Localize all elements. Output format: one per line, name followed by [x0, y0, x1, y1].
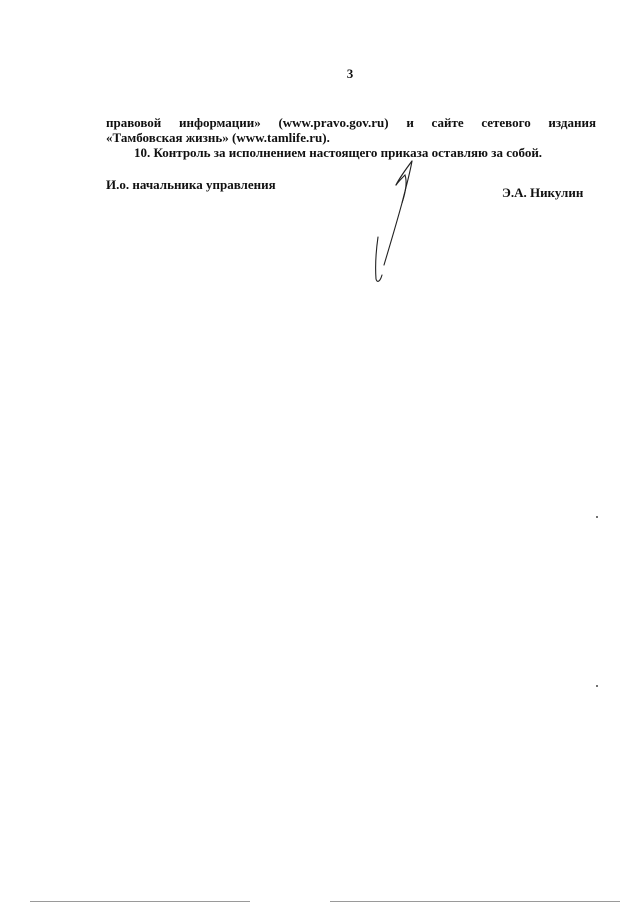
- scan-speck: [596, 516, 598, 518]
- paragraph-control: 10. Контроль за исполнением настоящего приказа оставляю за собой.: [134, 145, 543, 160]
- handwritten-signature: [360, 155, 430, 290]
- scan-edge-line: [30, 901, 250, 902]
- paragraph-publication-line-1: правовой информации» (www.pravo.gov.ru) и сайте сетевого издания: [106, 115, 596, 130]
- scan-speck: [596, 685, 598, 687]
- signatory-name: Э.А. Никулин: [502, 185, 584, 200]
- page-number: 3: [346, 66, 354, 81]
- signatory-title: И.о. начальника управления: [106, 177, 276, 192]
- scan-edge-line: [330, 901, 620, 902]
- paragraph-publication: [106, 115, 596, 145]
- paragraph-publication-line-2: «Тамбовская жизнь» (www.tamlife.ru).: [106, 130, 330, 145]
